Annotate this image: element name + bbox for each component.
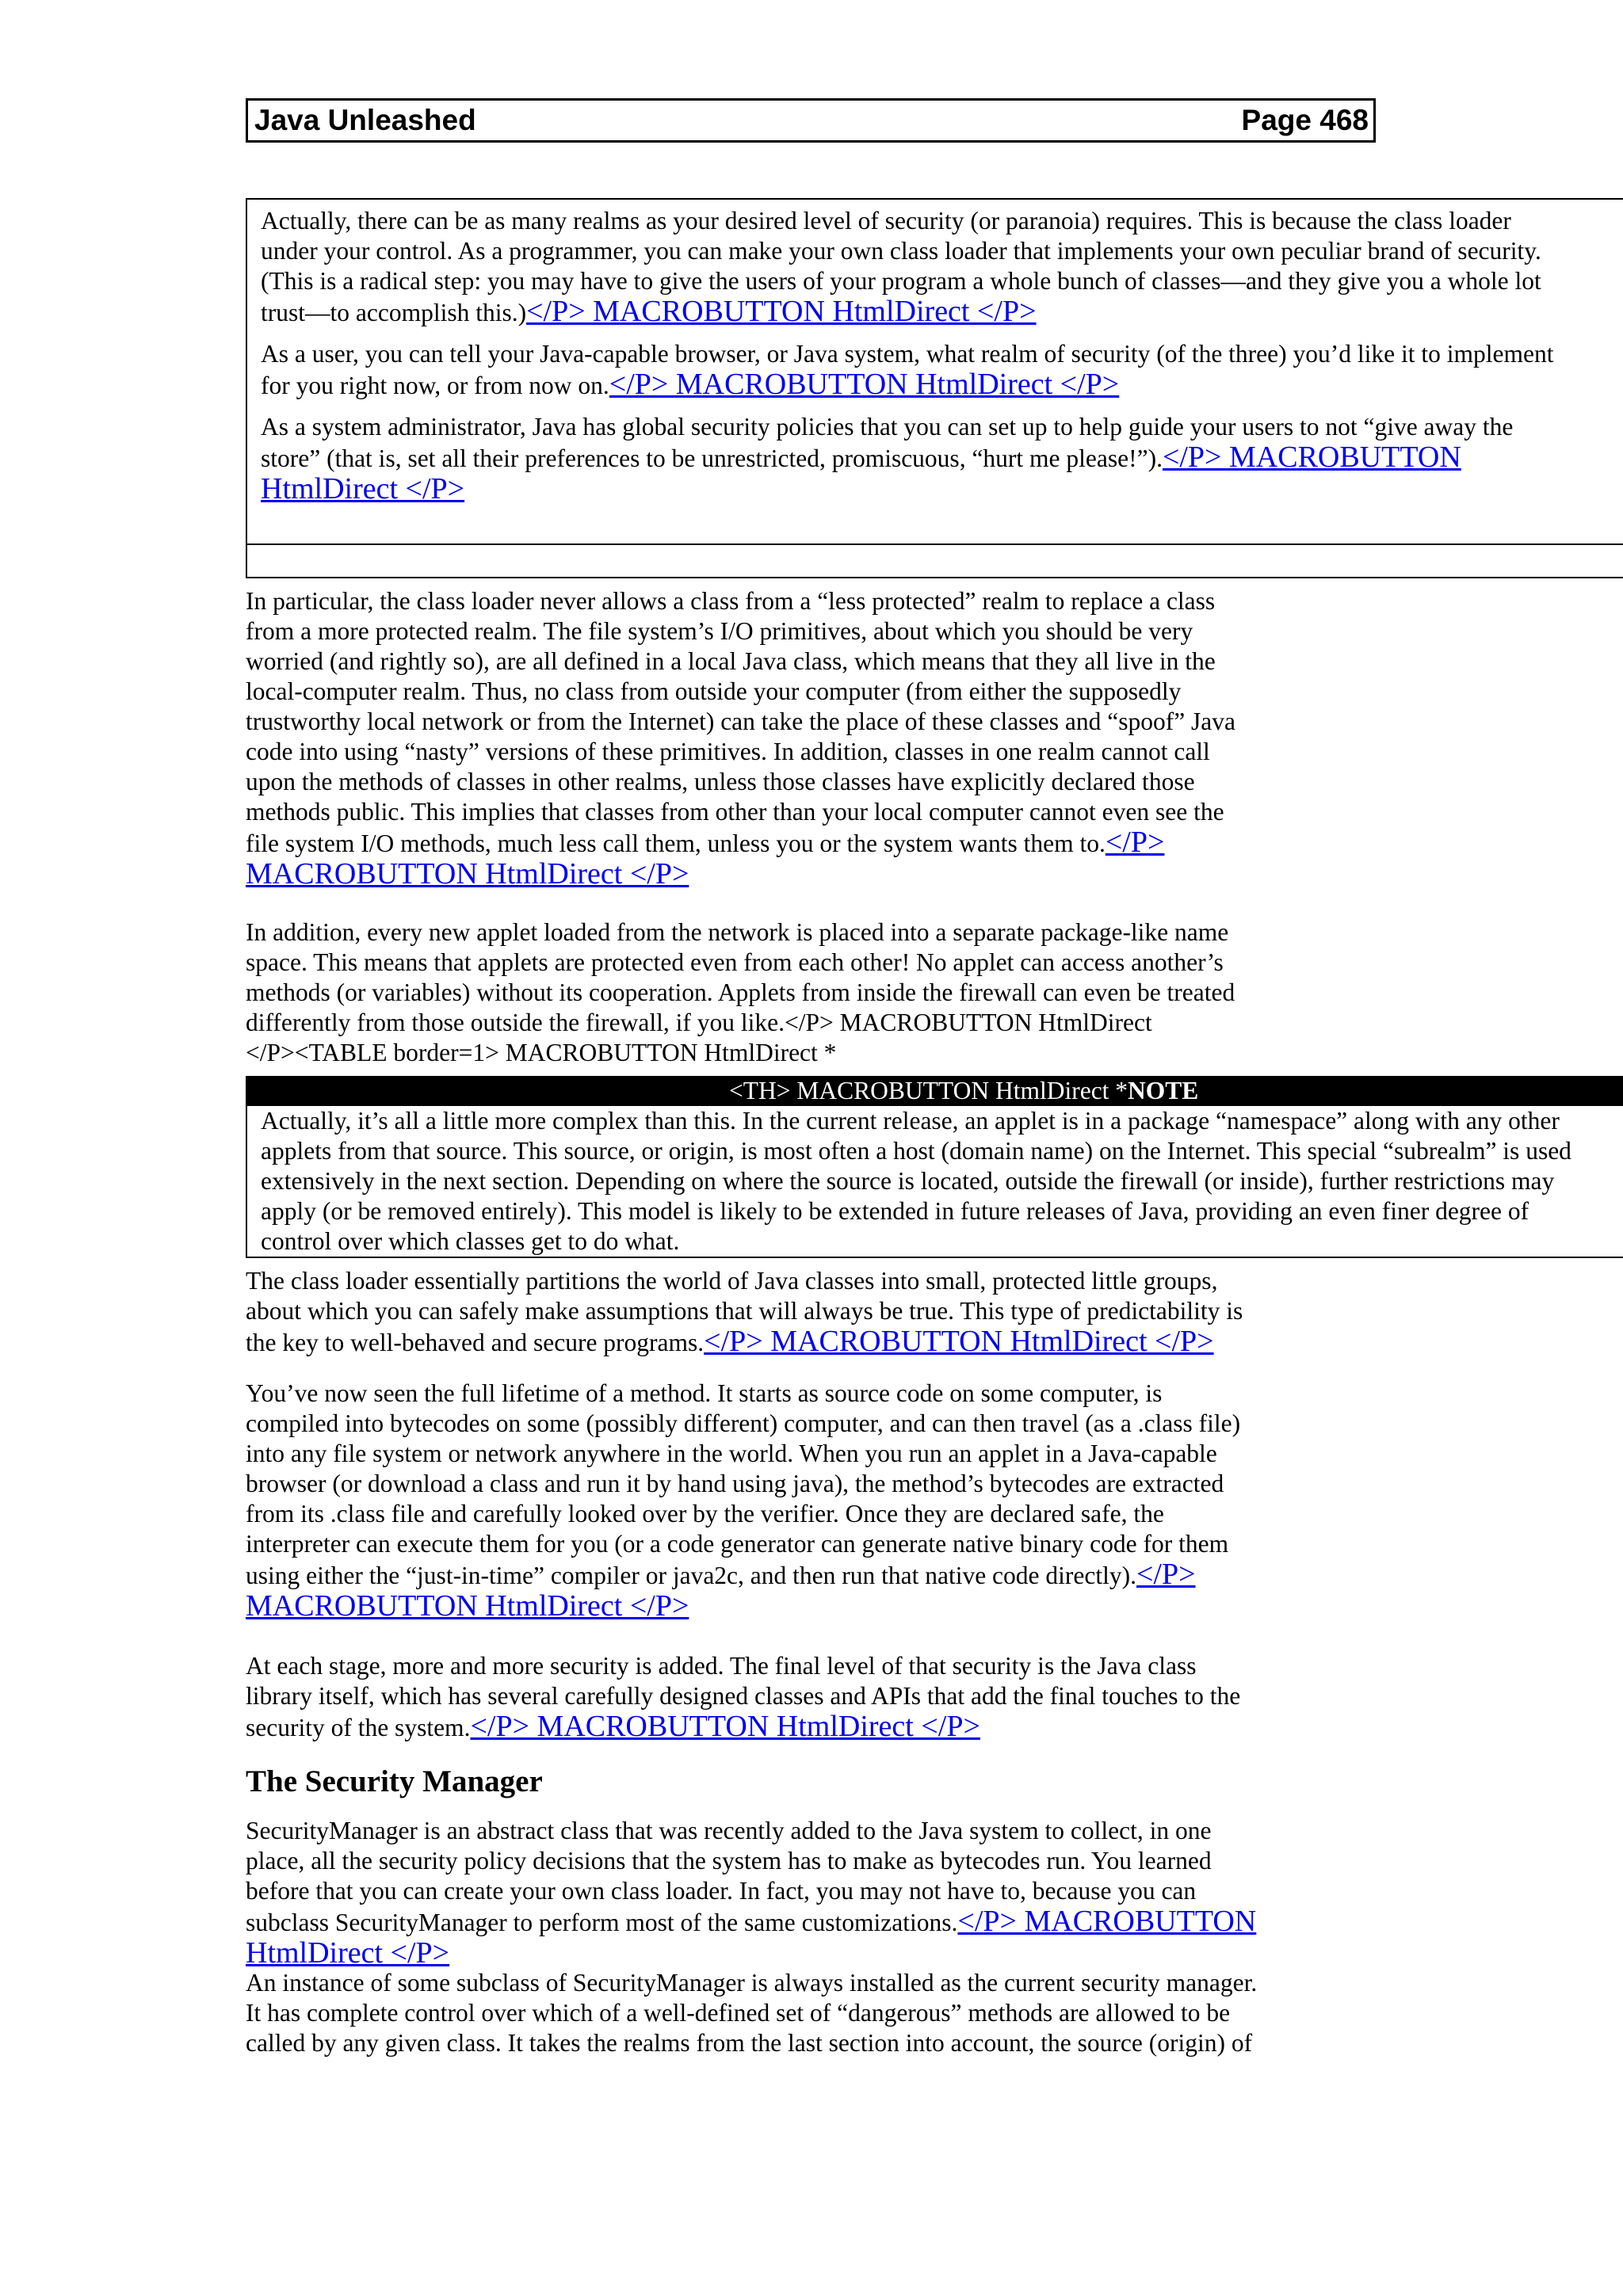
- text-line: In addition, every new applet loaded from the network is placed into a separate package-like name: [246, 918, 1229, 946]
- macrobutton-link[interactable]: </P> MACROBUTTON HtmlDirect </P>: [526, 295, 1037, 328]
- macrobutton-link[interactable]: </P>: [1105, 826, 1165, 859]
- macrobutton-link[interactable]: HtmlDirect </P>: [261, 472, 465, 505]
- text-line-with-link: [246, 1938, 1387, 1970]
- box-line: (This is a radical step: you may have to give the users of your program a whole bunch of classes—and they give you a whole lot: [261, 267, 1541, 295]
- paragraph-instance: [246, 1968, 1387, 2058]
- box-line-with-link: [261, 369, 1623, 401]
- section-heading: The Security Manager: [246, 1764, 543, 1798]
- text-line: methods public. This implies that classes from other than your local computer cannot even see the: [246, 798, 1224, 826]
- text-line: The class loader essentially partitions the world of Java classes into small, protected little groups,: [246, 1267, 1218, 1295]
- text-line: An instance of some subclass of SecurityManager is always installed as the current security manager.: [246, 1969, 1258, 1997]
- box-divider: [246, 543, 1623, 545]
- text-line: the key to well-behaved and secure programs.: [246, 1329, 705, 1356]
- text-line-with-link: [246, 859, 1387, 891]
- box-line: As a system administrator, Java has global security policies that you can set up to help guide your users to not “give away the: [261, 413, 1514, 441]
- note-header-bar: [246, 1076, 1623, 1106]
- text-line: file system I/O methods, much less call them, unless you or the system wants them to.: [246, 830, 1106, 857]
- box-line: for you right now, or from now on.: [261, 372, 609, 399]
- paragraph-class-loader: [246, 586, 1387, 891]
- text-line-with-link: [246, 1711, 1387, 1743]
- box-line-with-link: [261, 296, 1623, 328]
- box-line: trust—to accomplish this.): [261, 299, 527, 326]
- text-line: from its .class file and carefully looked over by the verifier. Once they are declared safe, the: [246, 1500, 1164, 1527]
- box-line: store” (that is, set all their preferences to be unrestricted, promiscuous, “hurt me please!”).: [261, 444, 1163, 472]
- box-line-with-link: [261, 474, 1623, 505]
- text-line: trustworthy local network or from the Internet) can take the place of these classes and “spoof” Java: [246, 707, 1236, 735]
- text-line: about which you can safely make assumptions that will always be true. This type of predictability is: [246, 1297, 1243, 1325]
- text-line: place, all the security policy decisions that the system has to make as bytecodes run. You learned: [246, 1847, 1212, 1875]
- text-line: upon the methods of classes in other realms, unless those classes have explicitly declared those: [246, 768, 1195, 795]
- note-line: control over which classes get to do what.: [261, 1227, 680, 1255]
- text-line: You’ve now seen the full lifetime of a method. It starts as source code on some computer, is: [246, 1379, 1163, 1407]
- text-line-with-link: [246, 1591, 1387, 1623]
- text-line: At each stage, more and more security is added. The final level of that security is the Java class: [246, 1652, 1197, 1680]
- macrobutton-link[interactable]: HtmlDirect </P>: [246, 1936, 450, 1970]
- text-line: SecurityManager is an abstract class that was recently added to the Java system to collect, in one: [246, 1817, 1212, 1844]
- text-line: library itself, which has several carefully designed classes and APIs that add the final touches to the: [246, 1682, 1241, 1710]
- box-line-with-link: [261, 442, 1623, 474]
- text-line: differently from those outside the firewall, if you like.</P> MACROBUTTON HtmlDirect: [246, 1009, 1152, 1036]
- text-line: methods (or variables) without its cooperation. Applets from inside the firewall can even be treated: [246, 978, 1235, 1006]
- text-line: called by any given class. It takes the realms from the last section into account, the source (origin) of: [246, 2029, 1253, 2057]
- realms-box: [246, 198, 1623, 578]
- page-number: Page 468: [1241, 104, 1369, 136]
- text-line-with-link: [246, 1326, 1387, 1358]
- paragraph-applet-namespace: [246, 917, 1387, 1068]
- macrobutton-link[interactable]: </P> MACROBUTTON HtmlDirect </P>: [470, 1710, 980, 1743]
- macrobutton-link[interactable]: </P> MACROBUTTON: [1162, 441, 1461, 474]
- macrobutton-link[interactable]: MACROBUTTON HtmlDirect </P>: [246, 857, 689, 891]
- macrobutton-link[interactable]: MACROBUTTON HtmlDirect </P>: [246, 1589, 689, 1623]
- text-line: compiled into bytecodes on some (possibly different) computer, and can then travel (as a .class file): [246, 1409, 1241, 1437]
- text-line: subclass SecurityManager to perform most of the same customizations.: [246, 1909, 958, 1936]
- paragraph-partitions: [246, 1266, 1387, 1358]
- box-line: under your control. As a programmer, you can make your own class loader that implements your own peculiar brand of security.: [261, 237, 1541, 265]
- note-line: applets from that source. This source, or origin, is most often a host (domain name) on the Internet. This special “subrealm” is used: [261, 1137, 1571, 1165]
- text-line: In particular, the class loader never allows a class from a “less protected” realm to replace a class: [246, 587, 1216, 615]
- text-line: local-computer realm. Thus, no class from outside your computer (from either the supposedly: [246, 677, 1182, 705]
- text-line-with-link: [246, 1559, 1387, 1591]
- note-header-prefix: <TH> MACROBUTTON HtmlDirect *: [729, 1077, 1128, 1104]
- note-box: [246, 1106, 1623, 1258]
- note-line: extensively in the next section. Depending on where the source is located, outside the firewall (or inside), further restrictions may: [261, 1167, 1555, 1195]
- note-label: NOTE: [1128, 1077, 1199, 1104]
- note-line: Actually, it’s all a little more complex than this. In the current release, an applet is in a package “namespace” along with any other: [261, 1107, 1560, 1135]
- box-line: As a user, you can tell your Java-capable browser, or Java system, what realm of security (of the three) you’d like it to implement: [261, 340, 1554, 368]
- text-line: security of the system.: [246, 1714, 471, 1741]
- paragraph-lifetime: [246, 1379, 1387, 1623]
- text-line: before that you can create your own class loader. In fact, you may not have to, because you can: [246, 1877, 1197, 1905]
- text-line: into any file system or network anywhere in the world. When you run an applet in a Java-capable: [246, 1440, 1217, 1467]
- macrobutton-link[interactable]: </P> MACROBUTTON HtmlDirect </P>: [609, 368, 1120, 401]
- macrobutton-link[interactable]: </P>: [1136, 1558, 1196, 1591]
- text-line-with-link: [246, 827, 1387, 859]
- note-header-text: [729, 1076, 1198, 1106]
- text-line: interpreter can execute them for you (or a code generator can generate native binary code for them: [246, 1530, 1229, 1558]
- text-line: worried (and rightly so), are all defined in a local Java class, which means that they all live in the: [246, 647, 1216, 675]
- text-line: </P><TABLE border=1> MACROBUTTON HtmlDirect *: [246, 1039, 837, 1066]
- text-line: browser (or download a class and run it by hand using java), the method’s bytecodes are extracted: [246, 1470, 1224, 1497]
- page-header: [246, 98, 1376, 143]
- text-line-with-link: [246, 1906, 1387, 1938]
- paragraph-each-stage: [246, 1651, 1387, 1743]
- text-line: from a more protected realm. The file system’s I/O primitives, about which you should be very: [246, 617, 1193, 645]
- box-line: Actually, there can be as many realms as your desired level of security (or paranoia) requires. This is because the class loader: [261, 207, 1511, 235]
- note-line: apply (or be removed entirely). This model is likely to be extended in future releases of Java, providing an even finer degree of: [261, 1197, 1529, 1225]
- macrobutton-link[interactable]: </P> MACROBUTTON: [957, 1905, 1257, 1938]
- text-line: code into using “nasty” versions of these primitives. In addition, classes in one realm cannot call: [246, 738, 1210, 765]
- paragraph-security-manager: [246, 1816, 1387, 1970]
- text-line: It has complete control over which of a well-defined set of “dangerous” methods are allowed to be: [246, 1999, 1231, 2027]
- book-title: Java Unleashed: [254, 104, 476, 136]
- text-line: using either the “just-in-time” compiler or java2c, and then run that native code directly).: [246, 1562, 1136, 1589]
- macrobutton-link[interactable]: </P> MACROBUTTON HtmlDirect </P>: [704, 1325, 1214, 1358]
- text-line: space. This means that applets are protected even from each other! No applet can access another’s: [246, 948, 1224, 976]
